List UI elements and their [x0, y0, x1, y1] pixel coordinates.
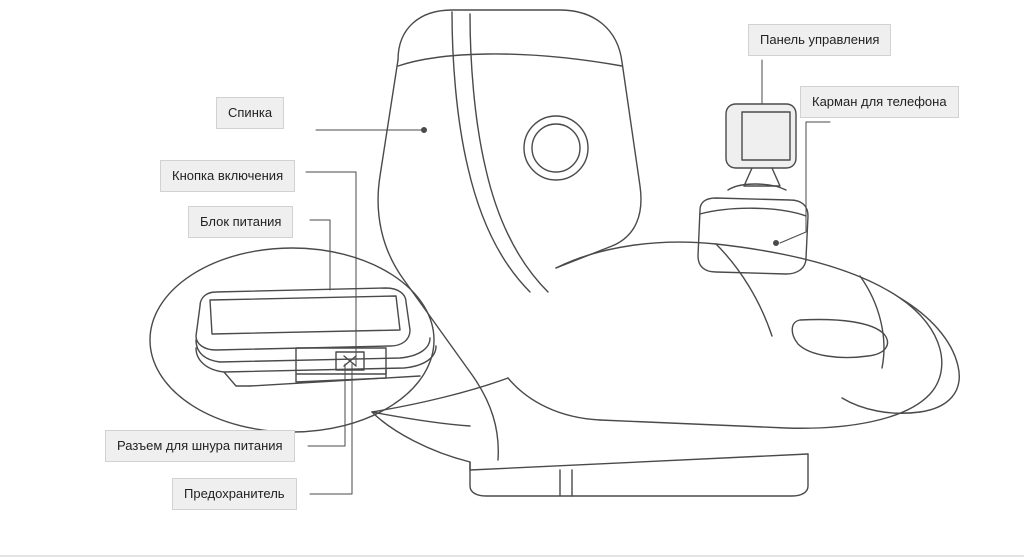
- callout-label: Разъем для шнура питания: [117, 438, 283, 453]
- callout-label: Блок питания: [200, 214, 282, 229]
- callout-label: Панель управления: [760, 32, 880, 47]
- callout-label: Кнопка включения: [172, 168, 284, 183]
- callout-fuse: [172, 478, 297, 510]
- callout-label: Предохранитель: [184, 486, 285, 501]
- callout-phone-pocket: [800, 86, 959, 118]
- callout-power-button: [160, 160, 295, 192]
- callout-label: Спинка: [228, 105, 273, 120]
- callout-label: Карман для телефона: [812, 94, 947, 109]
- callout-power-unit: [188, 206, 293, 238]
- callout-control-panel: [748, 24, 891, 56]
- callout-backrest: [216, 97, 284, 129]
- callout-power-socket: [105, 430, 295, 462]
